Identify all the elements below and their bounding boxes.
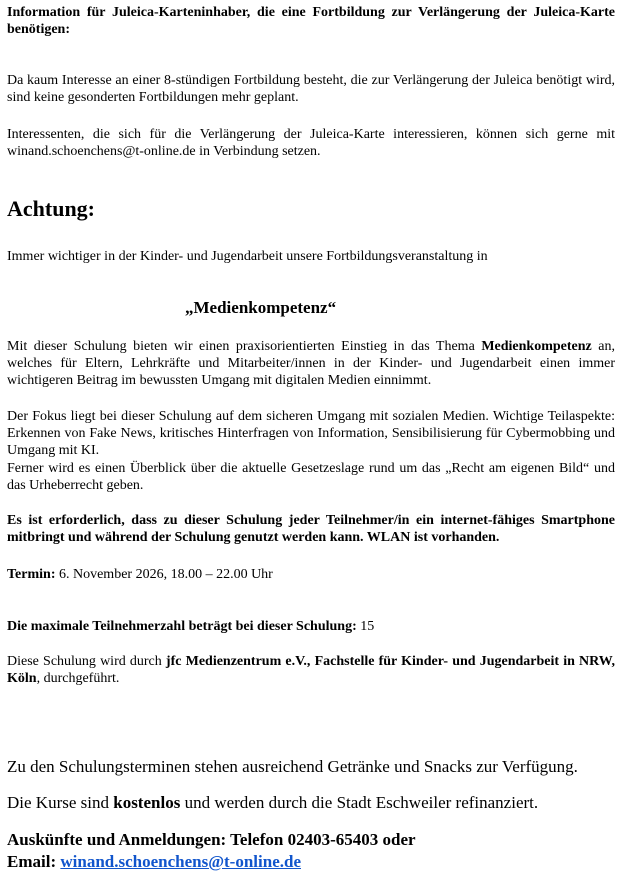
attention-lead: Immer wichtiger in der Kinder- und Jugendarbeit unsere Fortbildungsveranstaltung in [7, 249, 488, 264]
intro-paragraph-2: Interessenten, die sich für die Verlängerung der Juleica-Karte interessieren, können sich gerne mit winand.schoenchens@t-online.de in Verbindung setzen. [7, 127, 615, 159]
date-value: 6. November 2026, 18.00 – 22.00 Uhr [55, 567, 273, 582]
free-end: und werden durch die Stadt Eschweiler refinanziert. [180, 793, 539, 812]
body-p1-bold: Medienkompetenz [481, 339, 592, 354]
max-participants-value: 15 [356, 619, 375, 634]
intro-paragraph-1: Da kaum Interesse an einer 8-stündigen Fortbildung besteht, die zur Verlängerung der Juleica benötigt wird, sind keine gesonderten Fortbildungen mehr geplant. [7, 73, 615, 105]
email-label: Email: [7, 852, 61, 871]
organizer-paragraph [7, 653, 615, 687]
course-title: „Medienkompetenz“ [185, 298, 337, 317]
body-paragraph-1 [7, 338, 615, 389]
attention-title: Achtung: [7, 196, 96, 221]
requirement-paragraph: Es ist erforderlich, dass zu dieser Schulung jeder Teilnehmer/in ein internet-fähiges Smartphone mitbringt und während der Schulung genutzt werden kann. WLAN ist vorhanden. [7, 513, 615, 545]
free-text: Die Kurse sind [7, 793, 114, 812]
organizer-bold: jfc Medienzentrum e.V., Fachstelle für Kinder- und Jugendarbeit in NRW, Köln [7, 654, 615, 686]
max-participants-line [7, 618, 615, 635]
organizer-text: Diese Schulung wird durch [7, 654, 166, 669]
snacks-line: Zu den Schulungsterminen stehen ausreichend Getränke und Snacks zur Verfügung. [7, 757, 578, 776]
date-line [7, 566, 615, 583]
contact-line: Auskünfte und Anmeldungen: Telefon 02403-65403 oder [7, 830, 416, 849]
body-p1-end: an, welches für Eltern, Lehrkräfte und Mitarbeiter/innen in der Kinder- und Jugendarbeit einen immer wichtigeren Beitrag im bewussten Umgang mit digitalen Medien einnimmt. [7, 339, 615, 388]
free-bold: kostenlos [113, 793, 181, 812]
body-p1-text: Mit dieser Schulung bieten wir einen praxisorientierten Einstieg in das Thema [7, 339, 482, 354]
free-line [7, 792, 615, 814]
email-link[interactable]: winand.schoenchens@t-online.de [60, 852, 301, 871]
email-line [7, 851, 615, 873]
body-paragraph-3: Ferner wird es einen Überblick über die aktuelle Gesetzeslage rund um das „Recht am eigenen Bild“ und das Urheberrecht geben. [7, 461, 615, 493]
intro-heading: Information für Juleica-Karteninhaber, die eine Fortbildung zur Verlängerung der Juleica-Karte benötigen: [7, 5, 615, 37]
max-participants-label: Die maximale Teilnehmerzahl beträgt bei dieser Schulung: [7, 619, 357, 634]
organizer-end: , durchgeführt. [36, 671, 120, 686]
body-paragraph-2: Der Fokus liegt bei dieser Schulung auf dem sicheren Umgang mit sozialen Medien. Wichtige Teilaspekte: Erkennen von Fake News, kritisches Hinterfragen von Information, Sensibilisierung für Cybermobbing und Umgang mit KI. [7, 409, 615, 458]
date-label: Termin: [7, 567, 56, 582]
